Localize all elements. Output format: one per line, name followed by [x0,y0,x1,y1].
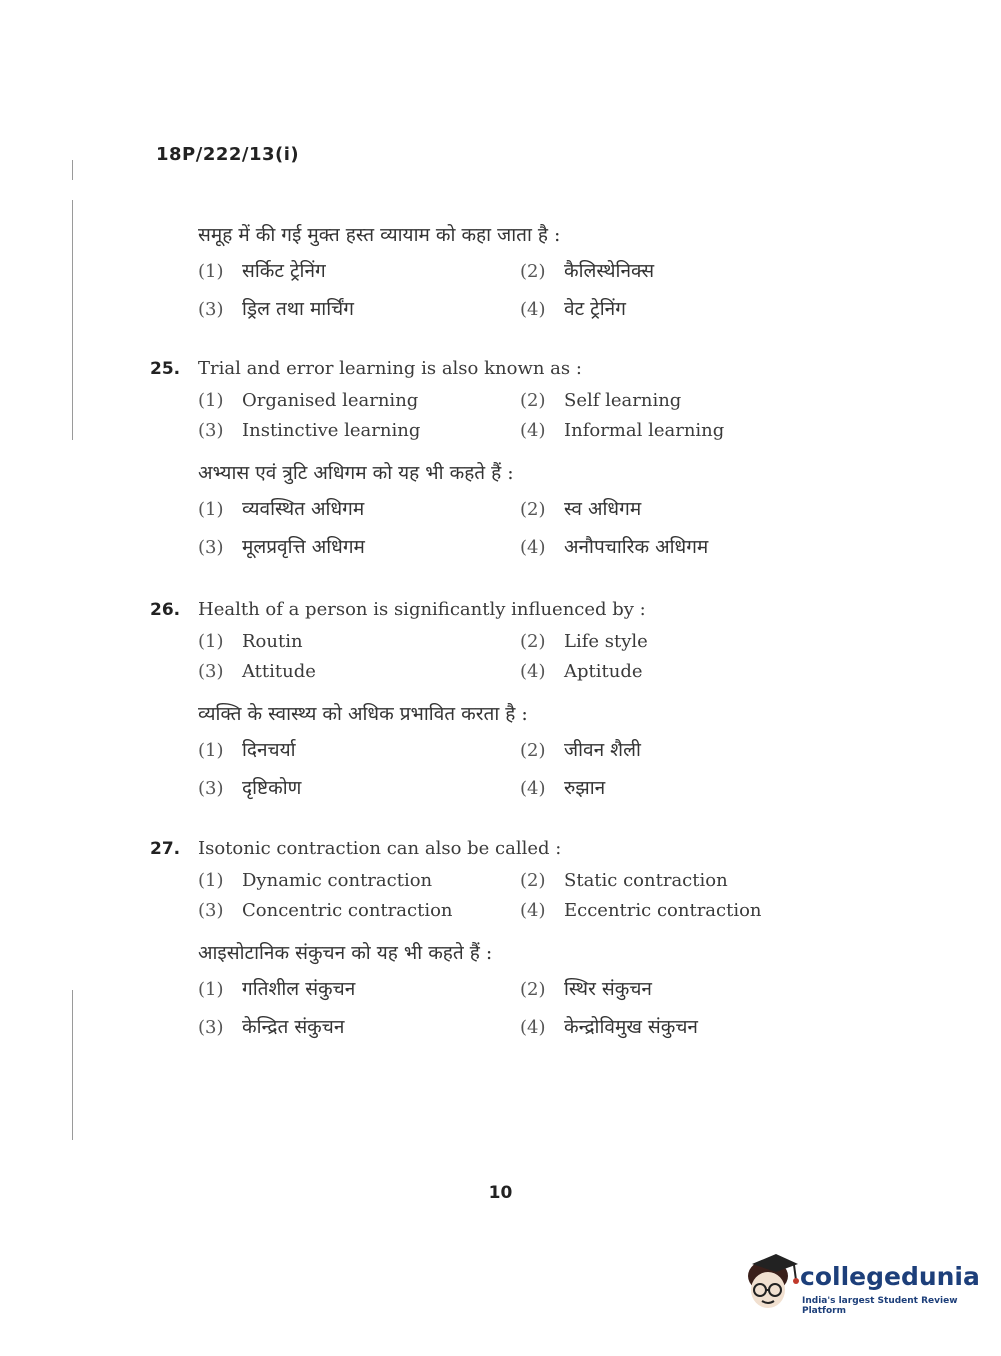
option: (2) Static contraction [520,870,728,891]
option: (2) स्थिर संकुचन [520,978,652,1000]
option-row [150,866,790,896]
option: (3) दृष्टिकोण [198,777,302,799]
option: (2) जीवन शैली [520,739,641,761]
option-row [150,657,790,687]
option: (2) कैलिस्थेनिक्स [520,260,655,282]
question-english-line [150,593,790,627]
option: (4) वेट ट्रेनिंग [520,298,626,320]
option: (1) Organised learning [198,390,419,411]
option: (1) दिनचर्या [198,739,296,761]
option-row [150,290,790,328]
option-row [150,896,790,926]
question-text-hindi: अभ्यास एवं त्रुटि अधिगम को यह भी कहते हैं : [198,462,514,484]
margin-rule [72,200,73,440]
collegedunia-logo [742,1248,980,1318]
question-text-hindi: व्यक्ति के स्वास्थ्य को अधिक प्रभावित करता है : [198,703,528,725]
question-number: 25. [150,359,181,379]
option-row [150,627,790,657]
question-text-english: Health of a person is significantly influenced by : [198,599,646,620]
option: (4) रुझान [520,777,606,799]
option-row [150,490,790,528]
option: (3) ड्रिल तथा मार्चिंग [198,298,354,320]
option: (3) Instinctive learning [198,420,421,441]
question-block [150,218,790,328]
question-hindi-line [150,456,790,490]
question-english-line [150,832,790,866]
option-row [150,970,790,1008]
option: (4) Aptitude [520,661,643,682]
question-number: 26. [150,600,181,620]
option: (1) Dynamic contraction [198,870,433,891]
option-row [150,416,790,446]
option: (3) केन्द्रित संकुचन [198,1016,345,1038]
mascot-icon [742,1248,802,1314]
option: (1) Routin [198,631,303,652]
option: (1) सर्किट ट्रेनिंग [198,260,326,282]
option-row [150,731,790,769]
question-hindi-line [150,697,790,731]
option-row [150,386,790,416]
logo-tagline: India's largest Student Review Platform [802,1296,958,1316]
margin-rule [72,160,73,180]
question-block [150,832,790,1046]
question-number: 27. [150,839,181,859]
option: (4) केन्द्रोविमुख संकुचन [520,1016,698,1038]
question-text-english: Trial and error learning is also known as : [198,358,582,379]
option: (3) Concentric contraction [198,900,453,921]
margin-rule [72,990,73,1140]
question-text-hindi: आइसोटानिक संकुचन को यह भी कहते हैं : [198,942,493,964]
option: (4) अनौपचारिक अधिगम [520,536,709,558]
option-row [150,1008,790,1046]
option: (2) Life style [520,631,648,652]
option-row [150,528,790,566]
option: (2) स्व अधिगम [520,498,642,520]
option: (1) व्यवस्थित अधिगम [198,498,365,520]
option: (3) मूलप्रवृत्ति अधिगम [198,536,365,558]
question-english-line [150,352,790,386]
page-number: 10 [488,1183,513,1203]
question-text-hindi: समूह में की गई मुक्त हस्त व्यायाम को कहा जाता है : [198,224,561,246]
option-row [150,769,790,807]
question-block [150,593,790,807]
paper-code: 18P/222/13(i) [156,144,300,165]
logo-wordmark: collegedunia [800,1262,980,1291]
question-hindi-line [150,936,790,970]
option: (3) Attitude [198,661,316,682]
option: (2) Self learning [520,390,682,411]
option: (4) Eccentric contraction [520,900,762,921]
question-hindi-line [150,218,790,252]
question-block [150,352,790,566]
option-row [150,252,790,290]
option: (1) गतिशील संकुचन [198,978,356,1000]
question-text-english: Isotonic contraction can also be called : [198,838,562,859]
option: (4) Informal learning [520,420,725,441]
